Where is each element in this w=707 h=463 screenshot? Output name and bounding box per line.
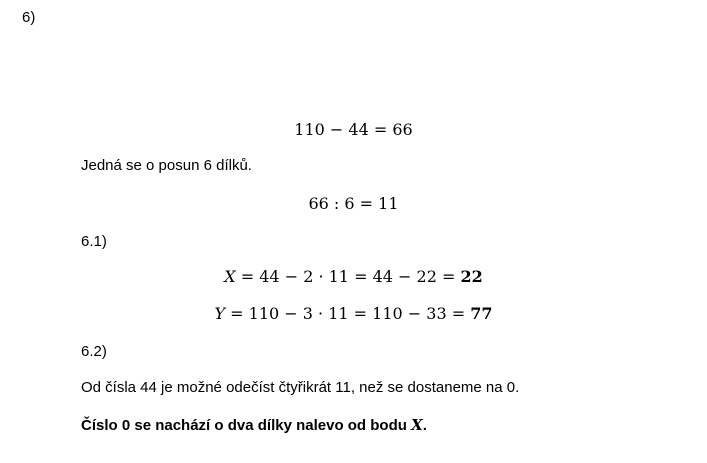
sentence-subtraction: Od čísla 44 je možné odečíst čtyřikrát 11, než se dostaneme na 0. (81, 379, 520, 396)
part-label-6-2: 6.2) (81, 343, 107, 360)
eq2-equals: = (359, 194, 374, 213)
equation-y (0, 304, 707, 324)
conclusion-var: X (411, 416, 423, 434)
sentence-shift: Jedná se o posun 6 dílků. (81, 157, 252, 174)
eqx-var: X (224, 267, 236, 286)
eqy-equals: = (230, 304, 244, 323)
conclusion-text: Číslo 0 se nachází o dva dílky nalevo od bodu (81, 417, 412, 434)
eq1-equals: = (373, 120, 388, 139)
eqx-result: 22 (460, 267, 483, 286)
eq1-b: 44 (348, 120, 369, 139)
eqx-equals2: = (354, 267, 368, 286)
eqx-equals: = (240, 267, 255, 286)
eqy-expr: 110 − 3 · 11 (248, 304, 349, 323)
eqx-expr: 44 − 2 · 11 (259, 267, 349, 286)
eq1-a: 110 (294, 120, 325, 139)
equation-division (0, 194, 707, 214)
eq2-result: 11 (378, 194, 399, 213)
eqx-expr2: 44 − 22 (372, 267, 437, 286)
part-label-6-1: 6.1) (81, 233, 107, 250)
eqx-equals3: = (441, 267, 456, 286)
eq2-b: 6 (344, 194, 355, 213)
eqy-expr2: 110 − 33 (372, 304, 447, 323)
eq1-result: 66 (392, 120, 413, 139)
eqy-var: Y (214, 304, 226, 323)
eqy-equals2: = (353, 304, 368, 323)
eqy-equals3: = (451, 304, 466, 323)
conclusion-end: . (422, 417, 427, 434)
eq2-a: 66 (308, 194, 329, 213)
equation-subtraction (0, 120, 707, 140)
eq2-op: : (333, 194, 340, 213)
problem-number: 6) (22, 9, 36, 26)
eqy-result: 77 (470, 304, 493, 323)
eq1-op: − (329, 120, 344, 139)
equation-x (0, 267, 707, 287)
conclusion (81, 416, 427, 435)
